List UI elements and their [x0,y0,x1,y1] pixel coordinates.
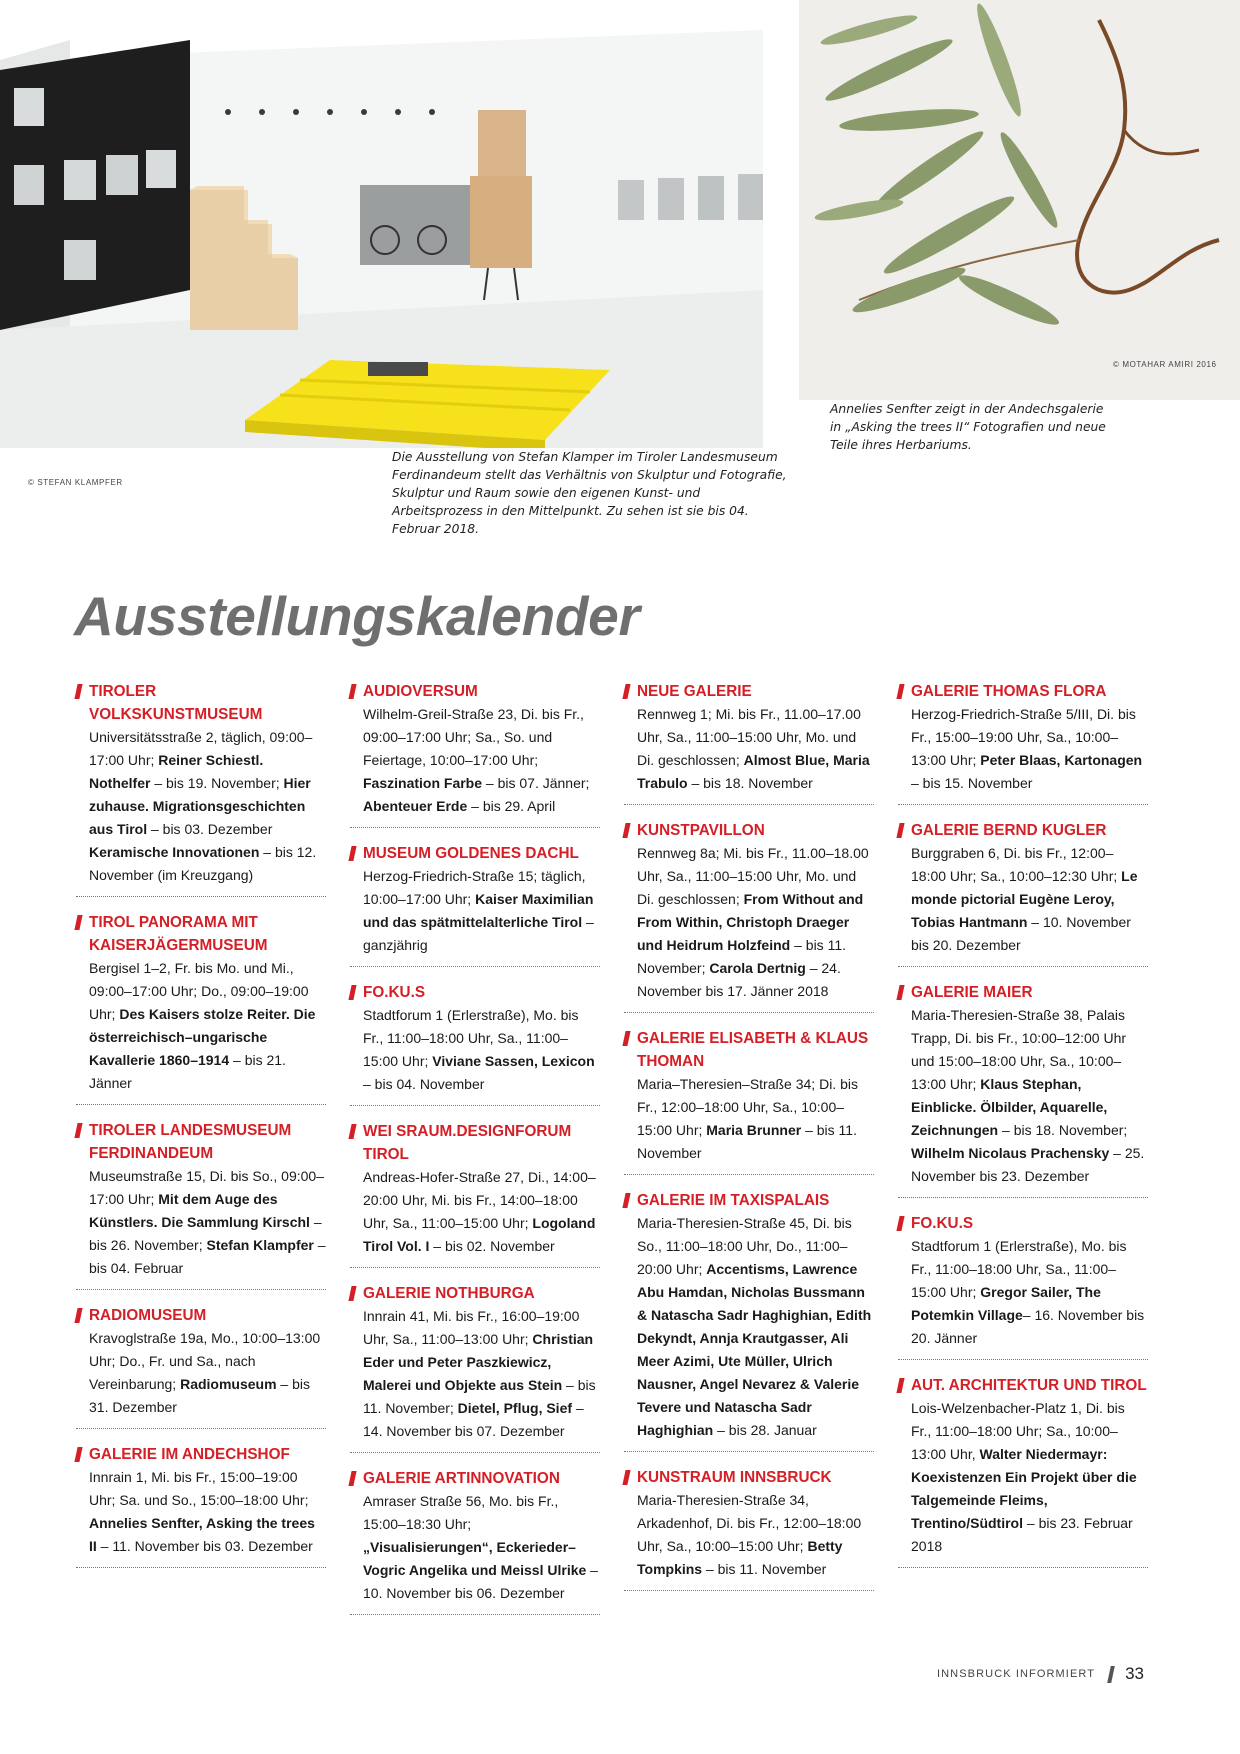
venue-name [350,842,600,865]
red-slash-marker [348,985,356,1000]
venue-name-text: TIROLER LANDESMUSEUM FERDINANDEUM [89,1122,292,1162]
calendar-entry [898,680,1148,805]
calendar-entry [76,1443,326,1568]
entry-info-text: Burggraben 6, Di. bis Fr., 12:00–18:00 Uhr; Sa., 10:00–12:30 Uhr; [911,845,1122,884]
entry-info-text: – 25. November bis 23. Dezember [911,1145,1145,1184]
red-slash-marker [896,985,904,1000]
entry-info-text: Maria-Theresien-Straße 38, Palais Trapp, Di. bis Fr., 10:00–12:00 Uhr und 15:00–18:00 Uhr, Sa., 10:00–13:00 Uhr; [911,1007,1127,1092]
caption-right: Annelies Senfter zeigt in der Andechsgalerie in „Asking the trees II“ Fotografien und neue Teile ihres Herbariums. [830,402,1106,452]
entry-details [350,865,600,957]
red-slash-marker [622,1031,630,1046]
calendar-column-1 [76,680,326,1582]
photo-credit-left: © STEFAN KLAMPFER [28,478,123,487]
entry-info-text: – bis 11. November [702,1561,827,1577]
calendar-entry [898,1374,1148,1568]
exhibition-title: Hier zuhause. Migrationsgeschichten aus Tirol [89,775,311,837]
entry-info-text: – bis 23. Februar 2018 [911,1515,1133,1554]
exhibition-title: Maria Brunner [706,1122,802,1138]
entry-details [76,1327,326,1419]
venue-name-text: AUDIOVERSUM [363,683,478,700]
entry-info-text: Museumstraße 15, Di. bis So., 09:00–17:00 Uhr; [89,1168,324,1207]
entry-details [350,1004,600,1096]
entry-info-text: – bis 18. November [687,775,813,791]
entry-info-text: – bis 11. November; [637,937,846,976]
calendar-entry [624,680,874,805]
footer-divider [1107,1666,1115,1683]
venue-name-text: TIROLER VOLKSKUNSTMUSEUM [89,683,263,723]
exhibition-title: Faszination Farbe [363,775,483,791]
calendar-entry [898,981,1148,1198]
entry-info-text: – bis 31. Dezember [89,1376,311,1415]
page-footer [937,1664,1144,1684]
entry-info-text: – bis 12. November (im Kreuzgang) [89,844,317,883]
exhibition-title: Stefan Klampfer [206,1237,314,1253]
calendar-column-4 [898,680,1148,1582]
venue-name [624,1027,874,1073]
exhibition-title: Almost Blue, Maria Trabulo [637,752,870,791]
entry-info-text: Lois-Welzenbacher-Platz 1, Di. bis Fr., 11:00–18:00 Uhr; Sa., 10:00–13:00 Uhr, [911,1400,1125,1462]
entry-details [624,1212,874,1442]
exhibition-title: Wilhelm Nicolaus Prachensky [911,1145,1110,1161]
venue-name [350,1282,600,1305]
red-slash-marker [74,1308,82,1323]
venue-name-text: GALERIE ARTINNOVATION [363,1470,560,1487]
entry-details [76,957,326,1095]
venue-name [350,680,600,703]
venue-name-text: GALERIE NOTHBURGA [363,1285,535,1302]
entry-info-text: – ganzjährig [363,914,594,953]
entry-info-text: – bis 21. Jänner [89,1052,286,1091]
red-slash-marker [622,1193,630,1208]
calendar-entry [898,1212,1148,1360]
exhibition-title: Kaiser Maximilian und das spätmittelalterliche Tirol [363,891,594,930]
calendar-entry [898,819,1148,967]
entry-info-text: – bis 18. November; [998,1122,1128,1138]
calendar-entry [624,819,874,1013]
entry-details [350,1305,600,1443]
entry-info-text: – 10. November bis 06. Dezember [363,1562,598,1601]
entry-info-text: – 11. November bis 03. Dezember [96,1538,313,1554]
exhibition-title: Peter Blaas, Kartonagen [980,752,1143,768]
red-slash-marker [622,823,630,838]
red-slash-marker [74,1123,82,1138]
venue-name-text: RADIOMUSEUM [89,1307,207,1324]
exhibition-title: „Visualisierungen“, Eckerieder–Vogric Angelika und Meissl Ulrike [363,1539,587,1578]
entry-details [898,1397,1148,1558]
entry-info-text: – bis 28. Januar [713,1422,817,1438]
venue-name-text: KUNSTPAVILLON [637,822,765,839]
entry-info-text: – bis 03. Dezember [147,821,273,837]
venue-name [624,680,874,703]
exhibition-title: Le monde pictorial Eugène Leroy, Tobias Hantmann [911,868,1138,930]
entry-details [76,726,326,887]
entry-details [624,703,874,795]
exhibition-title: Reiner Schiestl. Nothelfer [89,752,264,791]
exhibition-title: Betty Tompkins [637,1538,843,1577]
red-slash-marker [896,1216,904,1231]
entry-info-text: Stadtforum 1 (Erlerstraße), Mo. bis Fr., 11:00–18:00 Uhr, Sa., 11:00–15:00 Uhr; [911,1238,1127,1300]
venue-name [898,981,1148,1004]
photo-gallery-interior [0,0,763,448]
entry-info-text: – 24. November bis 17. Jänner 2018 [637,960,841,999]
entry-info-text: Andreas-Hofer-Straße 27, Di., 14:00–20:00 Uhr, Mi. bis Fr., 14:00–18:00 Uhr, Sa., 11:00–15:00 Uhr; [363,1169,596,1231]
exhibition-title: Walter Niedermayr: Koexistenzen Ein Projekt über die Talgemeinde Fleims, Trentino/Südtirol [911,1446,1137,1531]
calendar-entry [76,680,326,897]
red-slash-marker [896,684,904,699]
venue-name [76,1443,326,1466]
venue-name-text: KUNSTRAUM INNSBRUCK [637,1469,832,1486]
venue-name [624,1189,874,1212]
red-slash-marker [348,1286,356,1301]
entry-info-text: – 16. November bis 20. Jänner [911,1307,1145,1346]
exhibition-title: Des Kaisers stolze Reiter. Die österreichisch–ungarische Kavallerie 1860–1914 [89,1006,316,1068]
entry-info-text: Kravoglstraße 19a, Mo., 10:00–13:00 Uhr; Do., Fr. und Sa., nach Vereinbarung; [89,1330,321,1392]
entry-info-text: Herzog-Friedrich-Straße 15; täglich, 10:00–17:00 Uhr; [363,868,586,907]
entry-info-text: Innrain 41, Mi. bis Fr., 16:00–19:00 Uhr, Sa., 11:00–13:00 Uhr; [363,1308,580,1347]
photo-credit-right: © MOTAHAR AMIRI 2016 [1113,360,1217,369]
red-slash-marker [896,823,904,838]
venue-name [350,1467,600,1490]
entry-info-text: Stadtforum 1 (Erlerstraße), Mo. bis Fr., 11:00–18:00 Uhr, Sa., 11:00–15:00 Uhr; [363,1007,579,1069]
exhibition-title: Logoland Tirol Vol. I [363,1215,596,1254]
entry-details [898,1235,1148,1350]
entry-details [350,703,600,818]
venue-name [898,680,1148,703]
entry-details [76,1466,326,1558]
red-slash-marker [348,1471,356,1486]
venue-name-text: FO.KU.S [363,984,426,1001]
calendar-entry [624,1189,874,1452]
venue-name [624,1466,874,1489]
entry-info-text: Innrain 1, Mi. bis Fr., 15:00–19:00 Uhr; Sa. und So., 15:00–18:00 Uhr; [89,1469,309,1508]
entry-info-text: Rennweg 1; Mi. bis Fr., 11.00–17.00 Uhr, Sa., 11:00–15:00 Uhr, Mo. und Di. geschlossen; [637,706,861,768]
entry-details [624,1489,874,1581]
entry-info-text: – bis 04. Februar [89,1237,326,1276]
entry-info-text: – bis 29. April [467,798,556,814]
exhibition-title: Christian Eder und Peter Paszkiewicz, Malerei und Objekte aus Stein [363,1331,594,1393]
entry-details [624,842,874,1003]
calendar-entry [76,911,326,1105]
red-slash-marker [896,1378,904,1393]
venue-name [350,981,600,1004]
venue-name [898,819,1148,842]
calendar-entry [350,842,600,967]
exhibition-title: From Without and From Within, Christoph Draeger und Heidrum Holzfeind [637,891,864,953]
red-slash-marker [74,1447,82,1462]
calendar-entry [76,1304,326,1429]
venue-name [898,1374,1148,1397]
exhibition-title: Abenteuer Erde [363,798,468,814]
entry-info-text: – bis 02. November [429,1238,555,1254]
exhibition-title: Carola Dertnig [709,960,806,976]
entry-info-text: – bis 07. Jänner; [482,775,590,791]
entry-info-text: Maria–Theresien–Straße 34; Di. bis Fr., 12:00–18:00 Uhr, Sa., 10:00–15:00 Uhr; [637,1076,858,1138]
venue-name-text: GALERIE ELISABETH & KLAUS THOMAN [637,1030,869,1070]
entry-info-text: – bis 11. November; [363,1377,596,1416]
entry-info-text: Herzog-Friedrich-Straße 5/III, Di. bis Fr., 15:00–19:00 Uhr, Sa., 10:00–13:00 Uhr; [911,706,1136,768]
exhibition-title: Viviane Sassen, Lexicon [432,1053,595,1069]
entry-info-text: – bis 19. November; [150,775,284,791]
entry-info-text: – bis 26. November; [89,1214,322,1253]
red-slash-marker [348,1124,356,1139]
exhibition-title: Klaus Stephan, Einblicke. Ölbilder, Aquarelle, Zeichnungen [911,1076,1108,1138]
entry-details [76,1165,326,1280]
venue-name-text: WEI SRAUM.DESIGNFORUM TIROL [363,1123,572,1163]
venue-name [76,680,326,726]
red-slash-marker [622,1470,630,1485]
venue-name [350,1120,600,1166]
venue-name [898,1212,1148,1235]
caption-left: Die Ausstellung von Stefan Klamper im Tiroler Landesmuseum Ferdinandeum stellt das Verhältnis von Skulptur und Fotografie, Skulptur und Raum sowie den eigenen Kunst- und Arbeitsprozess in den Mittelpunkt. Zu sehen ist sie bis 04. Februar 2018. [392,450,787,536]
calendar-entry [350,1120,600,1268]
venue-name [76,911,326,957]
entry-info-text: Maria-Theresien-Straße 45, Di. bis So., 11:00–18:00 Uhr, Do., 11:00–20:00 Uhr; [637,1215,852,1277]
page-number: 33 [1125,1664,1144,1683]
venue-name-text: GALERIE THOMAS FLORA [911,683,1107,700]
photo-herbarium-branch [799,0,1240,400]
venue-name-text: FO.KU.S [911,1215,974,1232]
red-slash-marker [348,846,356,861]
footer-publication: INNSBRUCK INFORMIERT [936,1668,1096,1680]
venue-name-text: MUSEUM GOLDENES DACHL [363,845,579,862]
entry-details [350,1166,600,1258]
entry-info-text: Maria-Theresien-Straße 34, Arkadenhof, Di. bis Fr., 12:00–18:00 Uhr, Sa., 10:00–15:00 Uhr; [637,1492,862,1554]
calendar-column-2 [350,680,600,1629]
entry-info-text: Bergisel 1–2, Fr. bis Mo. und Mi., 09:00–17:00 Uhr; Do., 09:00–19:00 Uhr; [89,960,309,1022]
entry-info-text: – 14. November bis 07. Dezember [363,1400,584,1439]
entry-info-text: – 10. November bis 20. Dezember [911,914,1131,953]
entry-info-text: Amraser Straße 56, Mo. bis Fr., 15:00–18:30 Uhr; [363,1493,559,1532]
red-slash-marker [74,684,82,699]
calendar-entry [350,680,600,828]
venue-name-text: TIROL PANORAMA MIT KAISERJÄGERMUSEUM [89,914,268,954]
page-title: Ausstellungskalender [74,585,640,647]
venue-name-text: GALERIE MAIER [911,984,1033,1001]
exhibition-title: Accentisms, Lawrence Abu Hamdan, Nicholas Bussmann & Natascha Sadr Haghighian, Edith Dekyndt, Annja Krautgasser, Ali Meer Azimi, Ute Müller, Ulrich Nausner, Angel Nevarez & Valerie Tevere und Natascha Sadr Haghighian [637,1261,872,1438]
entry-info-text: – bis 11. November [637,1122,857,1161]
entry-details [898,703,1148,795]
red-slash-marker [74,915,82,930]
venue-name-text: GALERIE IM TAXISPALAIS [637,1192,830,1209]
venue-name-text: AUT. ARCHITEKTUR UND TIROL [911,1377,1147,1394]
exhibition-title: Mit dem Auge des Künstlers. Die Sammlung Kirschl [89,1191,310,1230]
venue-name-text: GALERIE IM ANDECHSHOF [89,1446,290,1463]
venue-name-text: GALERIE BERND KUGLER [911,822,1107,839]
red-slash-marker [348,684,356,699]
exhibition-title: Radiomuseum [180,1376,277,1392]
venue-name-text: NEUE GALERIE [637,683,752,700]
entry-details [350,1490,600,1605]
calendar-entry [350,981,600,1106]
entry-info-text: – bis 04. November [363,1076,485,1092]
calendar-entry [624,1027,874,1175]
venue-name [76,1304,326,1327]
exhibition-title: Dietel, Pflug, Sief [457,1400,573,1416]
entry-info-text: – bis 15. November [911,775,1033,791]
calendar-entry [624,1466,874,1591]
entry-details [898,1004,1148,1188]
venue-name [76,1119,326,1165]
calendar-entry [76,1119,326,1290]
entry-details [898,842,1148,957]
venue-name [624,819,874,842]
calendar-column-3 [624,680,874,1605]
exhibition-title: Annelies Senfter, Asking the trees II [89,1515,315,1554]
entry-info-text: Rennweg 8a; Mi. bis Fr., 11.00–18.00 Uhr, Sa., 11:00–15:00 Uhr, Mo. und Di. geschlossen; [637,845,869,907]
entry-info-text: Wilhelm-Greil-Straße 23, Di. bis Fr., 09:00–17:00 Uhr; Sa., So. und Feiertage, 10:00–17:00 Uhr; [363,706,584,768]
exhibition-title: Gregor Sailer, The Potemkin Village [911,1284,1101,1323]
red-slash-marker [622,684,630,699]
entry-details [624,1073,874,1165]
calendar-entry [350,1467,600,1615]
entry-info-text: Universitätsstraße 2, täglich, 09:00–17:00 Uhr; [89,729,313,768]
calendar-entry [350,1282,600,1453]
exhibition-title: Keramische Innovationen [89,844,260,860]
